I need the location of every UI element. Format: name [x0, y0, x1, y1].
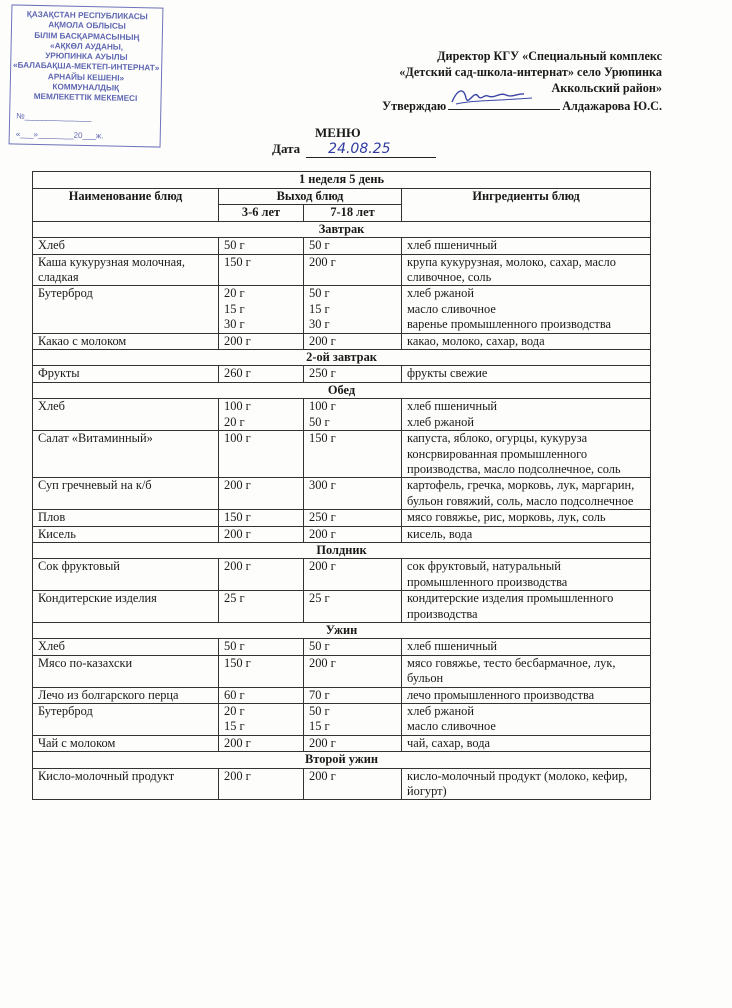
dish-name: Хлеб: [33, 399, 219, 431]
stamp-text: [10, 5, 162, 105]
section-title: 2-ой завтрак: [33, 350, 651, 366]
portion-3-6: [219, 366, 304, 382]
portion-7-18: [304, 286, 402, 333]
ingredients: [402, 768, 651, 800]
portion-3-6-line: 200 г: [224, 735, 251, 750]
approve-label: Утверждаю: [382, 99, 447, 113]
ingredients: [402, 655, 651, 687]
stamp-line: АРНАЙЫ КЕШЕНІ»: [47, 71, 125, 83]
ingredients-line: кисель, вода: [407, 526, 473, 541]
ingredients-line: хлеб пшеничный: [407, 399, 498, 414]
portion-3-6: [219, 704, 304, 736]
portion-7-18-line: 15 г: [309, 301, 330, 316]
portion-7-18-line: 200 г: [309, 559, 336, 574]
dish-name: Кисель: [33, 526, 219, 542]
approval-line-2: «Детский сад-школа-интернат» село Урюпинка: [399, 65, 662, 79]
ingredients-line: картофель, гречка, морковь, лук, маргарин, бульон говяжий, соль, масло подсолнечное: [407, 478, 635, 508]
dish-name: Хлеб: [33, 238, 219, 254]
portion-7-18-line: 200 г: [309, 526, 336, 541]
portion-3-6: [219, 687, 304, 703]
portion-3-6-line: 100 г: [224, 431, 251, 446]
portion-3-6-line: 20 г: [224, 704, 245, 718]
table-row: [33, 639, 651, 655]
portion-7-18-line: 70 г: [309, 687, 330, 702]
portion-3-6-line: 50 г: [224, 639, 245, 654]
approval-line-1: Директор КГУ «Специальный комплекс: [437, 49, 662, 63]
ingredients: [402, 254, 651, 286]
portion-3-6: [219, 254, 304, 286]
ingredients-line: хлеб пшеничный: [407, 639, 498, 654]
ingredients: [402, 639, 651, 655]
week-day-header: 1 неделя 5 день: [33, 172, 651, 189]
ingredients: [402, 366, 651, 382]
table-row: [33, 399, 651, 431]
portion-3-6-line: 30 г: [224, 317, 245, 332]
table-row: [33, 735, 651, 751]
portion-7-18-line: 50 г: [309, 639, 330, 654]
portion-3-6: [219, 399, 304, 431]
portion-7-18: [304, 735, 402, 751]
stamp-number-line: №_______________: [16, 111, 92, 123]
approval-block: [332, 48, 662, 114]
portion-3-6-line: 150 г: [224, 510, 251, 525]
portion-3-6: [219, 431, 304, 478]
date-row: [272, 141, 436, 158]
portion-7-18: [304, 591, 402, 623]
dish-name: Чай с молоком: [33, 735, 219, 751]
table-row: [33, 286, 651, 333]
portion-3-6: [219, 286, 304, 333]
header-ingredients: Ингредиенты блюд: [402, 189, 651, 222]
header-output: Выход блюд: [219, 189, 402, 205]
section-header: [33, 350, 651, 366]
table-row: [33, 333, 651, 349]
signature-line: [448, 96, 560, 110]
ingredients: [402, 333, 651, 349]
dish-name: Бутерброд: [33, 704, 219, 736]
stamp-line: БІЛІМ БАСҚАРМАСЫНЫҢ: [34, 30, 140, 42]
ingredients: [402, 704, 651, 736]
portion-3-6-line: 150 г: [224, 655, 251, 670]
date-label: Дата: [272, 141, 301, 156]
portion-7-18-line: 250 г: [309, 366, 336, 381]
ingredients-line: хлеб пшеничный: [407, 238, 498, 253]
portion-7-18: [304, 526, 402, 542]
portion-7-18: [304, 510, 402, 526]
header-dish: Наименование блюд: [33, 189, 219, 222]
portion-3-6: [219, 333, 304, 349]
section-header: [33, 542, 651, 558]
ingredients: [402, 286, 651, 333]
ingredients: [402, 399, 651, 431]
portion-7-18-line: 150 г: [309, 431, 336, 446]
portion-3-6: [219, 768, 304, 800]
approval-line-3: Аккольский район»: [551, 81, 662, 95]
portion-3-6-line: 15 г: [224, 719, 245, 734]
dish-name: Кисло-молочный продукт: [33, 768, 219, 800]
table-row: [33, 704, 651, 736]
dish-name: Бутерброд: [33, 286, 219, 333]
ingredients: [402, 510, 651, 526]
ingredients-line: мясо говяжье, тесто бесбармачное, лук, бульон: [407, 655, 616, 686]
portion-3-6-line: 20 г: [224, 414, 245, 429]
table-row: [33, 366, 651, 382]
dish-name: Суп гречневый на к/б: [33, 478, 219, 510]
ingredients-line: капуста, яблоко, огурцы, кукуруза консрвированная промышленного производства, масло подсолнечное, соль: [407, 431, 621, 476]
dish-name: Мясо по-казахски: [33, 655, 219, 687]
portion-7-18: [304, 238, 402, 254]
portion-7-18: [304, 687, 402, 703]
ingredients: [402, 735, 651, 751]
section-title: Полдник: [33, 542, 651, 558]
portion-3-6: [219, 238, 304, 254]
portion-3-6: [219, 735, 304, 751]
table-row: [33, 238, 651, 254]
portion-7-18-line: 50 г: [309, 238, 330, 253]
ingredients: [402, 238, 651, 254]
date-value: 24.08.25: [306, 141, 436, 158]
stamp-line: МЕМЛЕКЕТТІК МЕКЕМЕСІ: [33, 92, 138, 104]
dish-name: Плов: [33, 510, 219, 526]
portion-7-18-line: 300 г: [309, 478, 336, 493]
section-header: [33, 382, 651, 398]
section-title: Обед: [33, 382, 651, 398]
portion-3-6-line: 20 г: [224, 286, 245, 301]
table-row: [33, 768, 651, 800]
section-title: Завтрак: [33, 221, 651, 237]
official-stamp: [9, 4, 164, 147]
stamp-date-line: «___»________20___ж.: [15, 129, 104, 141]
portion-7-18-line: 200 г: [309, 768, 336, 783]
dish-name: Лечо из болгарского перца: [33, 687, 219, 703]
portion-3-6: [219, 510, 304, 526]
dish-name: Хлеб: [33, 639, 219, 655]
portion-7-18-line: 200 г: [309, 655, 336, 670]
portion-3-6: [219, 639, 304, 655]
stamp-line: «АҚКӨЛ АУДАНЫ,: [49, 41, 124, 52]
portion-3-6-line: 200 г: [224, 768, 251, 783]
portion-7-18-line: 15 г: [309, 719, 330, 734]
ingredients-line: лечо промышленного производства: [407, 687, 595, 702]
table-row: [33, 591, 651, 623]
portion-3-6-line: 200 г: [224, 333, 251, 348]
ingredients: [402, 559, 651, 591]
portion-7-18-line: 200 г: [309, 333, 336, 348]
ingredients: [402, 591, 651, 623]
portion-7-18-line: 50 г: [309, 704, 330, 718]
portion-3-6-line: 260 г: [224, 366, 251, 381]
section-header: [33, 221, 651, 237]
portion-7-18: [304, 559, 402, 591]
page-title: МЕНЮ: [315, 125, 361, 140]
portion-7-18: [304, 768, 402, 800]
portion-3-6: [219, 526, 304, 542]
header-age-3-6: 3-6 лет: [219, 205, 304, 221]
section-header: [33, 752, 651, 768]
dish-name: Какао с молоком: [33, 333, 219, 349]
director-name: Алдажарова Ю.С.: [562, 99, 662, 113]
ingredients-line: хлеб ржаной: [407, 704, 474, 718]
ingredients-line: сок фруктовый, натуральный промышленного производства: [407, 559, 568, 589]
dish-name: Кондитерские изделия: [33, 591, 219, 623]
table-row: [33, 431, 651, 478]
portion-7-18: [304, 366, 402, 382]
dish-name: Фрукты: [33, 366, 219, 382]
ingredients-line: масло сливочное: [407, 301, 496, 316]
ingredients-line: фрукты свежие: [407, 366, 488, 381]
table-row: [33, 687, 651, 703]
section-title: Второй ужин: [33, 752, 651, 768]
ingredients: [402, 687, 651, 703]
ingredients-line: хлеб ржаной: [407, 286, 474, 301]
portion-7-18: [304, 333, 402, 349]
dish-name: Каша кукурузная молочная, сладкая: [33, 254, 219, 286]
portion-3-6: [219, 591, 304, 623]
portion-7-18: [304, 704, 402, 736]
ingredients: [402, 526, 651, 542]
stamp-line: «БАЛАБАҚША-МЕКТЕП-ИНТЕРНАТ»: [12, 60, 160, 74]
menu-body: [33, 221, 651, 800]
portion-7-18: [304, 655, 402, 687]
portion-7-18-line: 200 г: [309, 735, 336, 750]
portion-7-18-line: 250 г: [309, 510, 336, 525]
ingredients-line: крупа кукурузная, молоко, сахар, масло сливочное, соль: [407, 254, 616, 285]
ingredients-line: чай, сахар, вода: [407, 735, 491, 750]
portion-7-18: [304, 254, 402, 286]
ingredients: [402, 431, 651, 478]
stamp-line: УРЮПИНКА АУЫЛЫ: [45, 51, 128, 63]
portion-3-6: [219, 478, 304, 510]
stamp-line: АҚМОЛА ОБЛЫСЫ: [48, 20, 126, 32]
portion-3-6-line: 100 г: [224, 399, 251, 414]
stamp-line: ҚАЗАҚСТАН РЕСПУБЛИКАСЫ: [26, 9, 148, 22]
stamp-line: КОММУНАЛДЫҚ: [52, 82, 120, 93]
portion-7-18: [304, 431, 402, 478]
portion-7-18: [304, 478, 402, 510]
ingredients: [402, 478, 651, 510]
ingredients-line: хлеб ржаной: [407, 414, 474, 429]
signature-icon: [448, 84, 538, 110]
portion-3-6-line: 200 г: [224, 526, 251, 541]
table-row: [33, 655, 651, 687]
dish-name: Салат «Витаминный»: [33, 431, 219, 478]
portion-3-6-line: 60 г: [224, 687, 245, 702]
portion-7-18-line: 50 г: [309, 286, 330, 301]
portion-3-6-line: 200 г: [224, 559, 251, 574]
portion-7-18-line: 30 г: [309, 317, 330, 332]
header-age-7-18: 7-18 лет: [304, 205, 402, 221]
portion-3-6: [219, 655, 304, 687]
portion-7-18-line: 200 г: [309, 254, 336, 269]
portion-7-18: [304, 639, 402, 655]
portion-3-6-line: 150 г: [224, 254, 251, 269]
portion-7-18-line: 50 г: [309, 414, 330, 429]
section-header: [33, 622, 651, 638]
approval-signature-row: [332, 96, 662, 114]
portion-3-6-line: 50 г: [224, 238, 245, 253]
table-row: [33, 559, 651, 591]
ingredients-line: масло сливочное: [407, 719, 496, 734]
portion-7-18-line: 25 г: [309, 591, 330, 606]
portion-7-18: [304, 399, 402, 431]
dish-name: Сок фруктовый: [33, 559, 219, 591]
ingredients-line: кондитерские изделия промышленного производства: [407, 591, 614, 621]
ingredients-line: варенье промышленного производства: [407, 317, 612, 332]
table-row: [33, 510, 651, 526]
table-row: [33, 526, 651, 542]
portion-7-18-line: 100 г: [309, 399, 336, 414]
portion-3-6: [219, 559, 304, 591]
section-title: Ужин: [33, 622, 651, 638]
ingredients-line: мясо говяжье, рис, морковь, лук, соль: [407, 510, 606, 525]
ingredients-line: какао, молоко, сахар, вода: [407, 333, 545, 348]
portion-3-6-line: 200 г: [224, 478, 251, 493]
ingredients-line: кисло-молочный продукт (молоко, кефир, йогурт): [407, 768, 628, 799]
menu-table: [32, 171, 651, 800]
table-row: [33, 478, 651, 510]
table-row: [33, 254, 651, 286]
portion-3-6-line: 15 г: [224, 301, 245, 316]
portion-3-6-line: 25 г: [224, 591, 245, 606]
